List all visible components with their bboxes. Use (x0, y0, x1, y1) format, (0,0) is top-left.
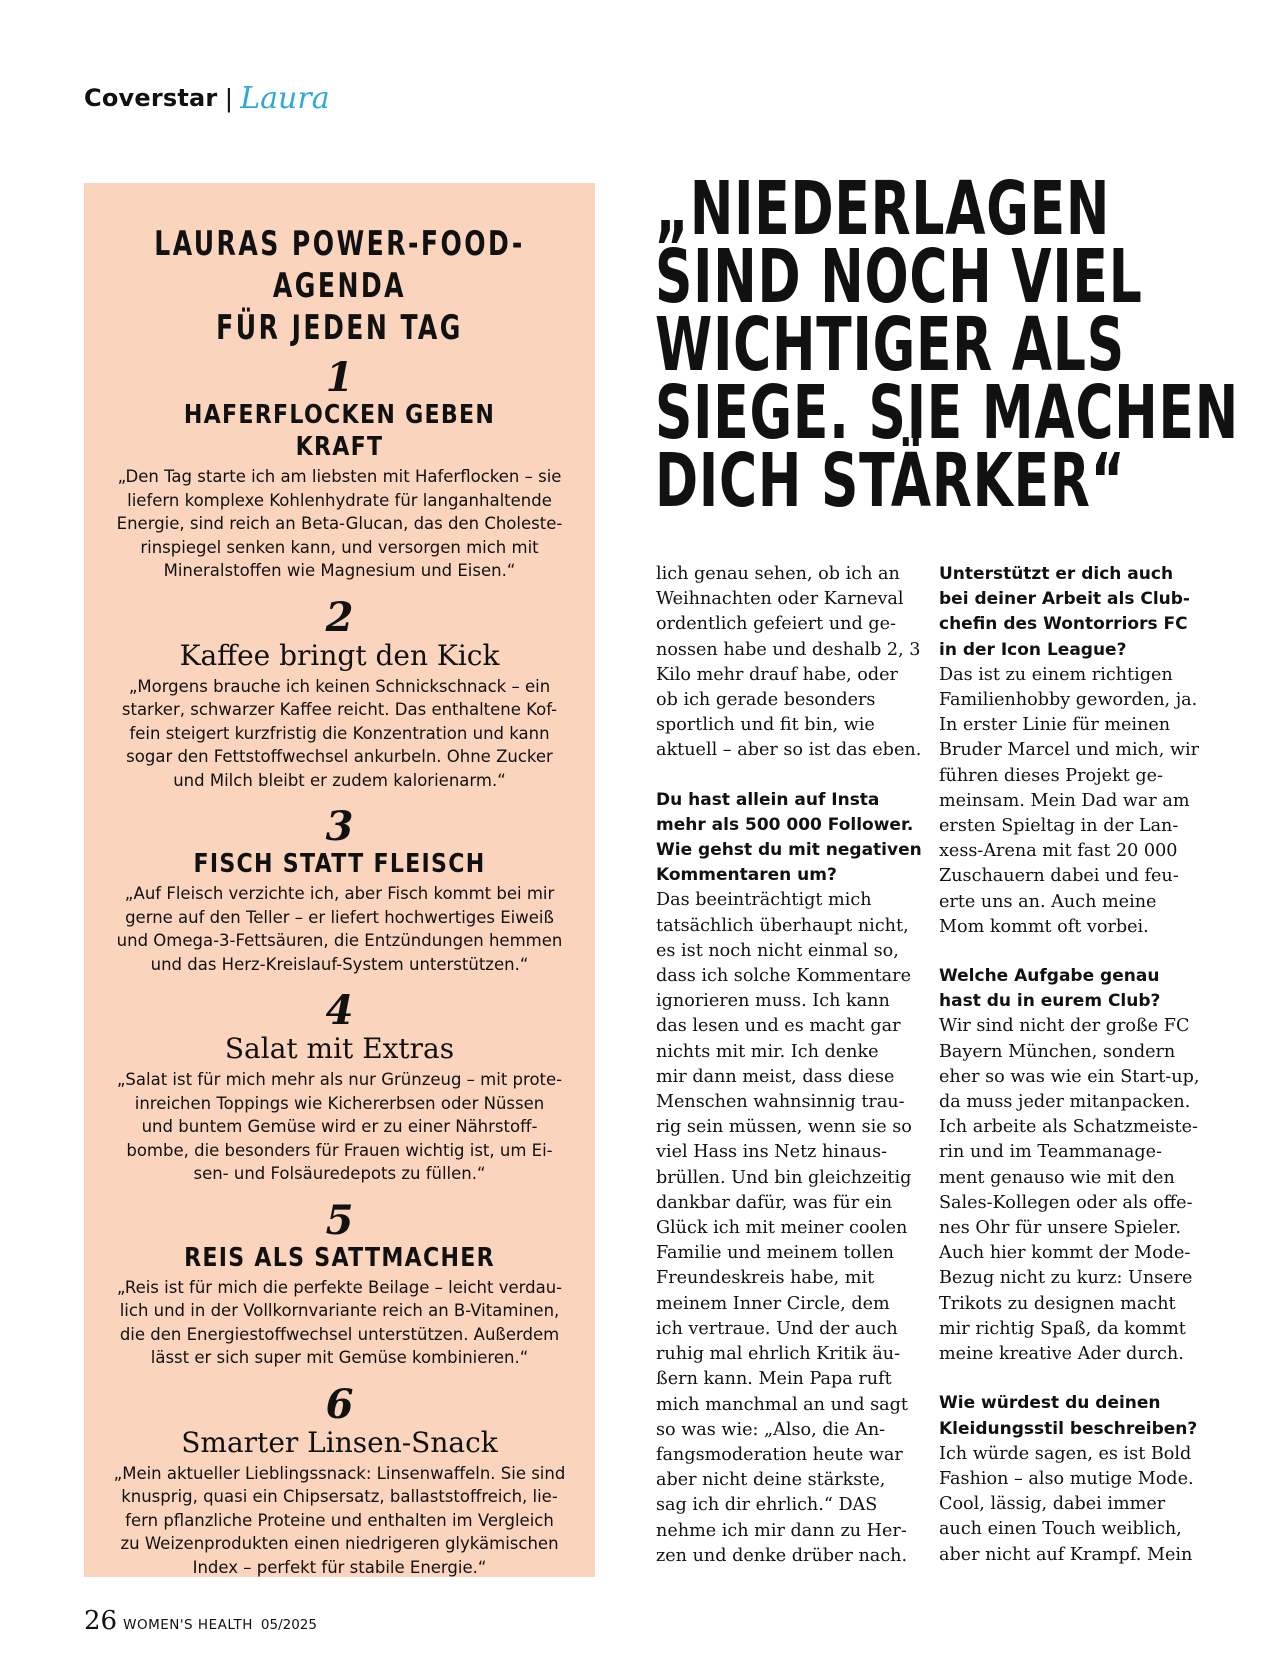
interview-question (939, 562, 1201, 663)
text-line: nichts mit mir. Ich denke (656, 1041, 879, 1062)
text-line: Wie gehst du mit negativen (656, 840, 922, 861)
text-line: lich und in der Vollkornvariante reich an B-Vitaminen, (119, 1301, 560, 1320)
tip-title: REIS ALS SATTMACHER (184, 1242, 495, 1273)
section-label: Coverstar (84, 84, 218, 112)
text-line: rinspiegel senken kann, und versorgen mich mit (140, 537, 539, 557)
tip-body (108, 1276, 571, 1370)
issue-number: 05/2025 (260, 1617, 317, 1633)
pull-quote-line: SIEGE. SIE MACHEN (655, 370, 1239, 456)
text-line: inreichen Toppings wie Kichererbsen oder Nüssen (134, 1093, 545, 1113)
body-paragraph (939, 1014, 1201, 1367)
tip-body (108, 465, 571, 583)
body-paragraph (656, 562, 922, 764)
text-line: da muss jeder mitanpacken. (939, 1092, 1191, 1113)
text-line: Ich würde sagen, es ist Bold (939, 1443, 1192, 1464)
header-separator: | (225, 82, 233, 113)
tip-6 (108, 1380, 571, 1580)
text-line: Glück ich mit meiner coolen (656, 1218, 908, 1239)
text-line: Kilo mehr drauf habe, oder (656, 664, 898, 685)
text-line: xess-Arena mit fast 20 000 (939, 841, 1178, 862)
text-line: „Salat ist für mich mehr als nur Grünzeug – mit prote- (116, 1070, 563, 1089)
power-food-agenda-box (84, 183, 595, 1577)
text-line: „Auf Fleisch verzichte ich, aber Fisch kommt bei mir (124, 884, 555, 903)
text-line: hast du in eurem Club? (939, 991, 1161, 1012)
pull-quote-line: „NIEDERLAGEN (655, 166, 1111, 252)
text-line: sag ich dir ehrlich.“ DAS (656, 1495, 878, 1516)
text-line: „Den Tag starte ich am liebsten mit Haferflocken – sie (117, 467, 562, 486)
text-line: Weihnachten oder Karneval (656, 589, 904, 610)
article-column-1 (656, 562, 922, 1569)
text-line: starker, schwarzer Kaffee reicht. Das enthaltene Kof- (121, 700, 558, 719)
text-line: „Mein aktueller Lieblingssnack: Linsenwaffeln. Sie sind (113, 1463, 566, 1483)
text-line: Freundeskreis habe, mit (656, 1268, 875, 1289)
text-line: ignorieren muss. Ich kann (656, 991, 890, 1012)
text-line: chefin des Wontorriors FC (939, 614, 1188, 635)
tip-body (108, 882, 571, 976)
text-line: bei deiner Arbeit als Club- (939, 589, 1190, 610)
interview-question (939, 1391, 1201, 1441)
text-line: die den Energiestoffwechsel unterstützen. Außerdem (119, 1324, 560, 1344)
coverstar-name: Laura (240, 80, 330, 116)
text-line: nossen habe und deshalb 2, 3 (656, 639, 921, 660)
text-line: liefern komplexe Kohlenhydrate für langanhaltende (127, 490, 552, 510)
tip-title: HAFERFLOCKEN GEBEN KRAFT (183, 400, 496, 462)
pull-quote-line: WICHTIGER ALS (655, 302, 1125, 388)
body-paragraph (939, 1442, 1201, 1568)
text-line: Mom kommt oft vorbei. (939, 916, 1149, 937)
text-line: so was wie: „Also, die An- (656, 1419, 886, 1440)
text-line: Kleidungsstil beschreiben? (939, 1418, 1198, 1439)
text-line: Du hast allein auf Insta (656, 789, 880, 810)
page-number: 26 (84, 1606, 118, 1636)
text-line: Wir sind nicht der große FC (939, 1016, 1190, 1037)
text-line: dankbar dafür, was für ein (656, 1192, 893, 1213)
text-line: Auch hier kommt der Mode- (939, 1243, 1191, 1264)
text-line: das lesen und es macht gar (656, 1016, 901, 1037)
text-line: ob ich gerade besonders (656, 690, 876, 711)
tip-title: Salat mit Extras (224, 1032, 455, 1065)
tip-body (108, 1068, 571, 1186)
body-paragraph (939, 663, 1201, 940)
page-header (84, 76, 330, 120)
text-line: Das beeinträchtigt mich (656, 890, 872, 911)
text-line: auch einen Touch weiblich, (939, 1519, 1182, 1540)
tip-number: 6 (325, 1380, 354, 1428)
text-line: Energie, sind reich an Beta-Glucan, das den Choleste- (116, 514, 563, 533)
text-line: Das ist zu einem richtigen (939, 664, 1173, 685)
text-line: Cool, lässig, dabei immer (939, 1494, 1166, 1515)
article-column-2 (939, 562, 1201, 1568)
text-line: mehr als 500 000 Follower. (656, 814, 914, 835)
text-line: ersten Spieltag in der Lan- (939, 816, 1179, 837)
text-line: In erster Linie für meinen (939, 715, 1171, 736)
text-line: es ist noch nicht einmal so, (656, 940, 899, 961)
tip-title: Smarter Linsen-Snack (181, 1425, 498, 1459)
text-line: rig sein müssen, wenn sie so (656, 1117, 912, 1138)
text-line: Menschen wahnsinnig trau- (656, 1092, 905, 1113)
text-line: und Milch bleibt er zudem kalorienarm.“ (173, 770, 506, 790)
text-line: Zuschauern dabei und feu- (939, 866, 1179, 887)
text-line: erte uns an. Auch meine (939, 891, 1157, 912)
tip-title: Kaffee bringt den Kick (179, 638, 500, 672)
text-line: fern pflanzliche Proteine und enthalten im Vergleich (125, 1510, 554, 1530)
text-line: „Reis ist für mich die perfekte Beilage – leicht verdau- (116, 1277, 563, 1297)
text-line: mich manchmal an und sagt (656, 1394, 908, 1415)
text-line: meine kreative Ader durch. (939, 1344, 1184, 1365)
text-line: ßern kann. Mein Papa ruft (656, 1369, 892, 1390)
tip-title: FISCH STATT FLEISCH (193, 849, 486, 879)
text-line: lich genau sehen, ob ich an (656, 564, 900, 584)
text-line: ich vertraue. Und der auch (656, 1318, 898, 1339)
text-line: Mineralstoffen wie Magnesium und Eisen.“ (163, 561, 516, 580)
text-line: Bayern München, sondern (939, 1041, 1176, 1062)
text-line: und Omega-3-Fettsäuren, die Entzündungen hemmen (116, 931, 563, 950)
text-line: lässt er sich super mit Gemüse kombinieren.“ (150, 1348, 529, 1367)
text-line: Welche Aufgabe genau (939, 966, 1160, 987)
text-line: führen dieses Projekt ge- (939, 765, 1163, 786)
tip-4 (108, 987, 571, 1186)
text-line: brüllen. Und bin gleichzeitig (656, 1167, 912, 1188)
text-line: aktuell – aber so ist das eben. (656, 740, 922, 761)
text-line: und buntem Gemüse wird er zu einer Nährstoff- (141, 1117, 538, 1136)
text-line: ment genauso wie mit den (939, 1167, 1175, 1188)
tip-3 (108, 803, 571, 976)
text-line: Sales-Kollegen oder als offe- (939, 1192, 1193, 1213)
text-line: Wie würdest du deinen (939, 1393, 1161, 1414)
body-paragraph (656, 888, 918, 1568)
text-line: sen- und Folsäuredepots zu füllen.“ (193, 1164, 486, 1183)
text-line: Bezug nicht zu kurz: Unsere (939, 1268, 1193, 1289)
text-line: sogar den Fettstoffwechsel ankurbeln. Ohne Zucker (126, 747, 553, 766)
interview-question (939, 964, 1201, 1014)
text-line: nes Ohr für unsere Spieler. (939, 1218, 1181, 1239)
page-footer (84, 1606, 317, 1642)
pull-quote-line: SIND NOCH VIEL (655, 234, 1143, 320)
magazine-name: WOMEN'S HEALTH (123, 1617, 253, 1633)
text-line: nehme ich mir dann zu Her- (656, 1520, 907, 1541)
tip-body (108, 1462, 571, 1580)
tip-1 (108, 354, 571, 583)
text-line: aber nicht auf Krampf. Mein (939, 1544, 1193, 1565)
text-line: rin und im Teammanage- (939, 1142, 1162, 1163)
text-line: tatsächlich überhaupt nicht, (656, 915, 909, 936)
text-line: sportlich und fit bin, wie (656, 715, 875, 736)
text-line: Ich arbeite als Schatzmeiste- (939, 1117, 1198, 1138)
text-line: Fashion – also mutige Mode. (939, 1468, 1194, 1489)
pull-quote (655, 166, 1239, 524)
tip-2 (108, 593, 571, 793)
text-line: Kommentaren um? (656, 865, 837, 886)
text-line: Unterstützt er dich auch (939, 564, 1174, 584)
text-line: zu Weizenprodukten einen niedrigeren glykämischen (120, 1534, 559, 1553)
interview-question (656, 788, 922, 889)
text-line: fangsmoderation heute war (656, 1444, 903, 1465)
text-line: Index – perfekt für stabile Energie.“ (192, 1557, 487, 1577)
text-line: in der Icon League? (939, 639, 1127, 660)
text-line: fein steigert kurzfristig die Konzentration und kann (129, 723, 550, 743)
text-line: Trikots zu designen macht (939, 1293, 1176, 1314)
text-line: mir dann meist, dass diese (656, 1066, 895, 1087)
text-line: meinem Inner Circle, dem (656, 1293, 890, 1314)
text-line: meinsam. Mein Dad war am (939, 790, 1190, 811)
text-line: dass ich solche Kommentare (656, 966, 911, 987)
text-line: gerne auf den Teller – er liefert hochwertiges Eiweiß (125, 907, 554, 927)
tip-number: 5 (325, 1196, 354, 1244)
text-line: eher so was wie ein Start-up, (939, 1066, 1200, 1087)
text-line: Familienhobby geworden, ja. (939, 690, 1198, 711)
tip-number: 2 (325, 593, 354, 641)
text-line: bombe, die besonders für Frauen wichtig ist, um Ei- (126, 1140, 553, 1160)
text-line: Bruder Marcel und mich, wir (939, 740, 1200, 761)
tip-number: 4 (325, 987, 354, 1034)
tip-body (108, 675, 571, 793)
text-line: zen und denke drüber nach. (656, 1545, 908, 1566)
text-line: viel Hass ins Netz hinaus- (656, 1142, 888, 1163)
text-line: mir richtig Spaß, da kommt (939, 1318, 1186, 1339)
tip-number: 3 (325, 803, 354, 850)
text-line: und das Herz-Kreislauf-System unterstützen.“ (150, 954, 529, 974)
text-line: aber nicht deine stärkste, (656, 1470, 886, 1491)
text-line: ruhig mal ehrlich Kritik äu- (656, 1344, 901, 1365)
tip-5 (108, 1196, 571, 1370)
text-line: Familie und meinem tollen (656, 1243, 894, 1264)
tip-number: 1 (325, 354, 354, 401)
box-title: LAURAS POWER-FOOD-AGENDA FÜR JEDEN TAG (154, 224, 525, 348)
text-line: ordentlich gefeiert und ge- (656, 614, 896, 635)
pull-quote-line: DICH STÄRKER“ (655, 438, 1126, 524)
text-line: knusprig, quasi ein Chipsersatz, ballaststoffreich, lie- (121, 1487, 558, 1506)
text-line: „Morgens brauche ich keinen Schnickschnack – ein (128, 676, 551, 696)
